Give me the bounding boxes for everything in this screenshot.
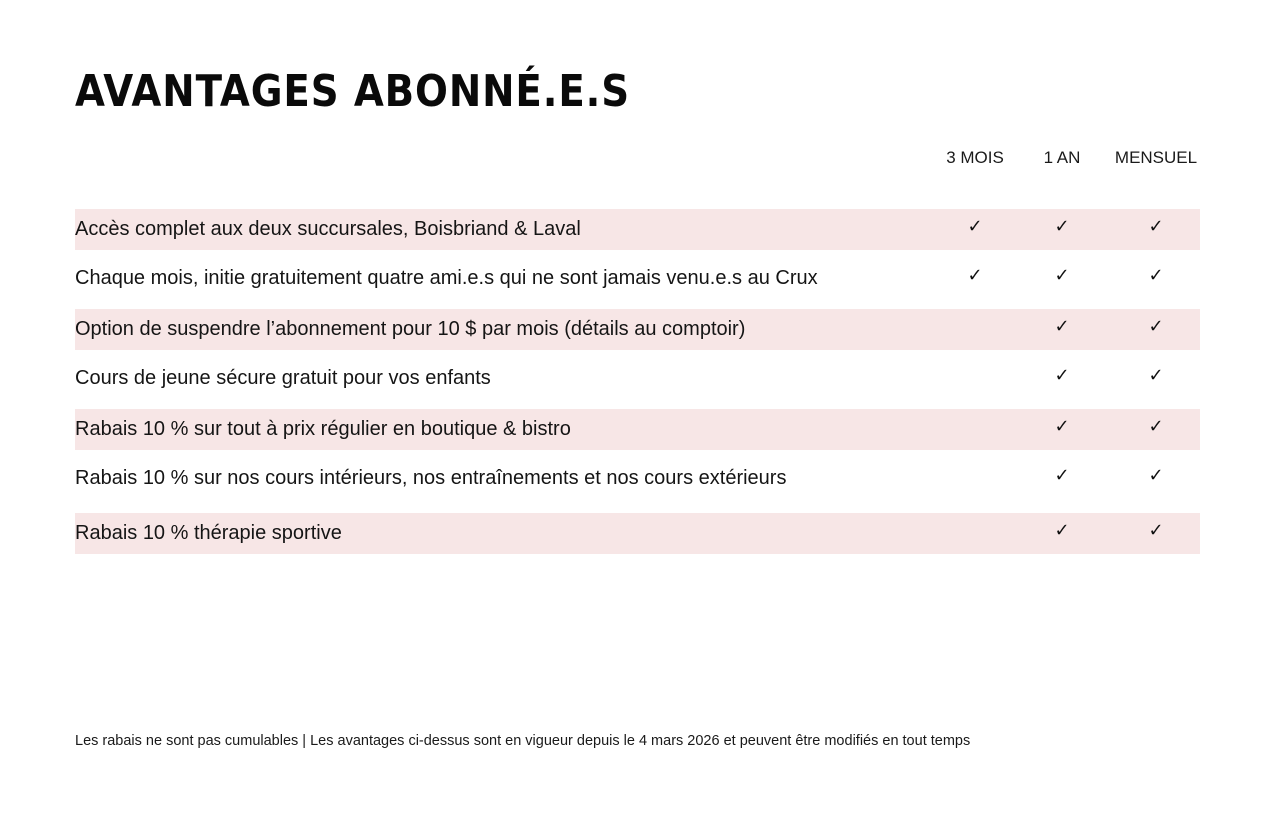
check-icon: ✓ xyxy=(1148,216,1164,237)
check-icon xyxy=(955,455,995,496)
check-icon: ✓ xyxy=(1148,316,1164,337)
table-row xyxy=(75,309,1200,350)
check-icon: ✓ xyxy=(1054,265,1070,286)
row-label: Accès complet aux deux succursales, Boisbriand & Laval xyxy=(75,218,581,240)
table-row xyxy=(75,458,1200,499)
check-icon xyxy=(955,355,995,396)
row-label: Rabais 10 % thérapie sportive xyxy=(75,522,342,544)
footnote: Les rabais ne sont pas cumulables | Les avantages ci-dessus sont en vigueur depuis le 4 mars 2026 et peuvent être modifiés en tout temps xyxy=(75,733,971,749)
check-icon: ✓ xyxy=(1054,216,1070,237)
table-row xyxy=(75,358,1200,399)
table-row xyxy=(75,209,1200,250)
row-label: Cours de jeune sécure gratuit pour vos enfants xyxy=(75,367,491,389)
check-icon xyxy=(955,406,995,447)
check-icon: ✓ xyxy=(1148,465,1164,486)
check-icon: ✓ xyxy=(1054,316,1070,337)
row-label: Option de suspendre l’abonnement pour 10 $ par mois (détails au comptoir) xyxy=(75,318,746,340)
check-icon: ✓ xyxy=(1148,416,1164,437)
check-icon: ✓ xyxy=(967,216,983,237)
check-icon: ✓ xyxy=(1054,416,1070,437)
check-icon xyxy=(955,306,995,347)
check-icon: ✓ xyxy=(1054,465,1070,486)
table-row xyxy=(75,409,1200,450)
row-label: Chaque mois, initie gratuitement quatre ami.e.s qui ne sont jamais venu.e.s au Crux xyxy=(75,267,818,289)
check-icon xyxy=(955,510,995,551)
column-header-1-an: 1 AN xyxy=(1043,148,1081,167)
check-icon: ✓ xyxy=(1054,520,1070,541)
check-icon: ✓ xyxy=(1148,520,1164,541)
check-icon: ✓ xyxy=(1148,265,1164,286)
column-header-3-mois: 3 MOIS xyxy=(946,148,1004,167)
table-row xyxy=(75,258,1200,299)
check-icon: ✓ xyxy=(1148,365,1164,386)
row-label: Rabais 10 % sur nos cours intérieurs, nos entraînements et nos cours extérieurs xyxy=(75,467,787,489)
column-header-mensuel: MENSUEL xyxy=(1114,148,1198,167)
table-row xyxy=(75,513,1200,554)
page-title: AVANTAGES ABONNÉ.E.S xyxy=(75,66,631,117)
check-icon: ✓ xyxy=(967,265,983,286)
row-label: Rabais 10 % sur tout à prix régulier en boutique & bistro xyxy=(75,418,571,440)
check-icon: ✓ xyxy=(1054,365,1070,386)
